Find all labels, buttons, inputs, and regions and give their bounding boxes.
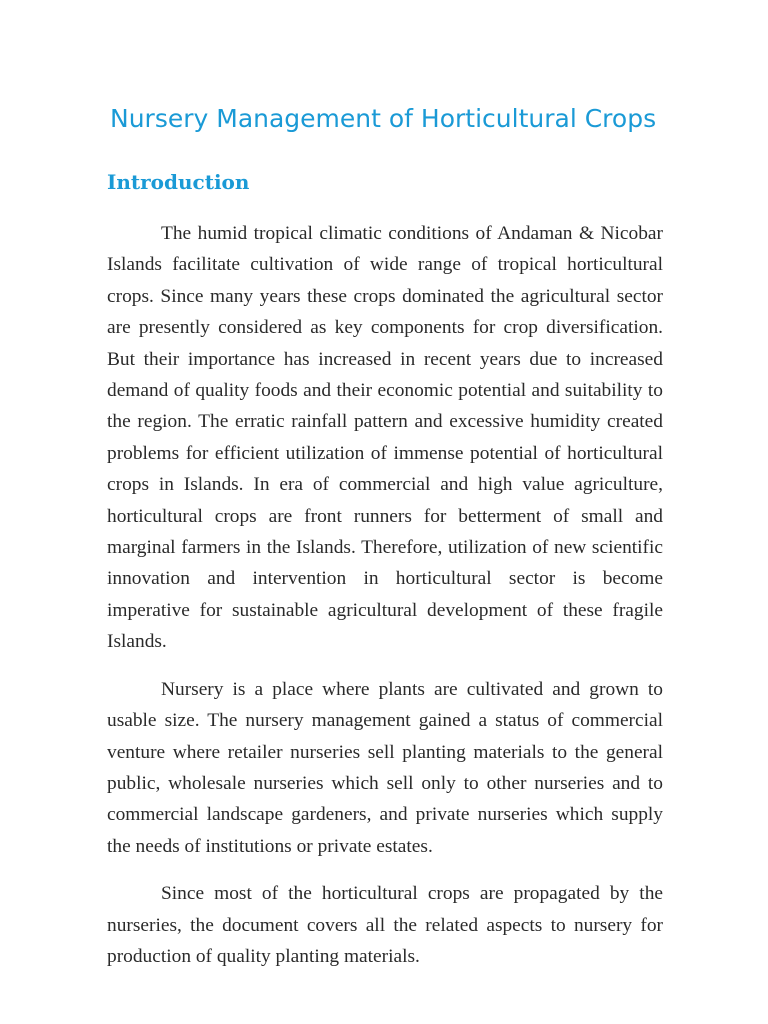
- paragraph: The humid tropical climatic conditions of Andaman & Nicobar Islands facilitate cultivation of wide range of tropical horticultural crops. Since many years these crops dominated the agricultural sector are presently considered as key components for crop diversification. But their importance has increased in recent years due to increased demand of quality foods and their economic potential and suitability to the region. The erratic rainfall pattern and excessive humidity created problems for efficient utilization of immense potential of horticultural crops in Islands. In era of commercial and high value agriculture, horticultural crops are front runners for betterment of small and marginal farmers in the Islands. Therefore, utilization of new scientific innovation and intervention in horticultural sector is become imperative for sustainable agricultural development of these fragile Islands.: [107, 223, 663, 653]
- paragraph: Since most of the horticultural crops are propagated by the nurseries, the document covers all the related aspects to nursery for production of quality planting materials.: [107, 883, 663, 967]
- body-text: [107, 218, 663, 988]
- section-heading-introduction: Introduction: [107, 170, 250, 194]
- paragraph: Nursery is a place where plants are cultivated and grown to usable size. The nursery management gained a status of commercial venture where retailer nurseries sell planting materials to the general public, wholesale nurseries which sell only to other nurseries and to commercial landscape gardeners, and private nurseries which supply the needs of institutions or private estates.: [107, 678, 663, 857]
- page-title: Nursery Management of Horticultural Crops: [110, 104, 657, 133]
